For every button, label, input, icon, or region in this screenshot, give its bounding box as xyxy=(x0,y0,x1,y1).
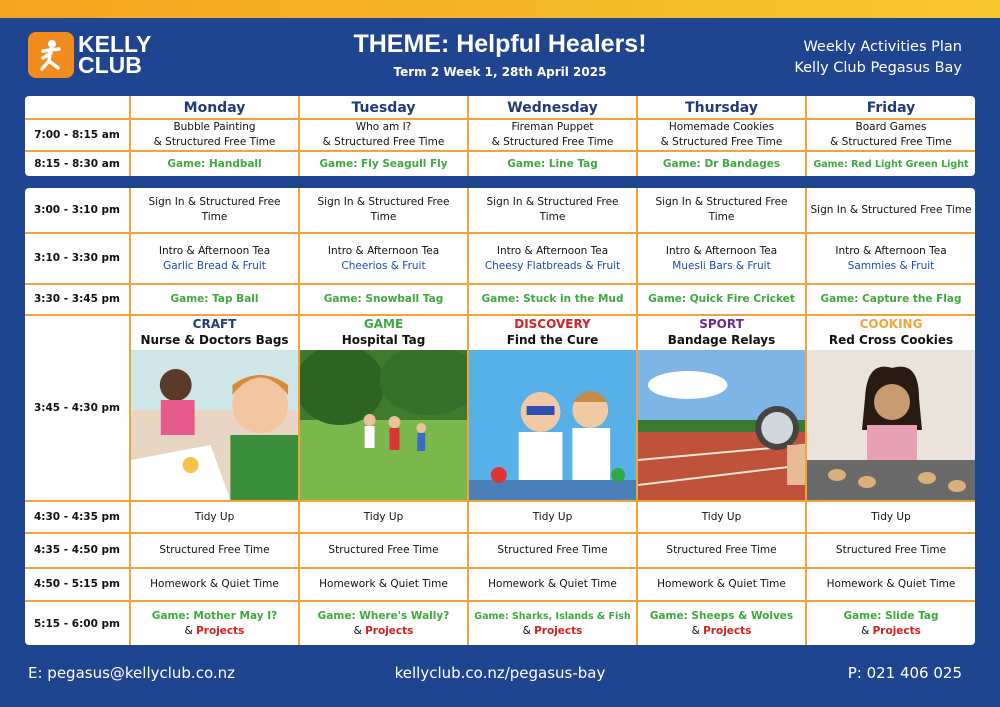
final-game-cell: Game: Sharks, Islands & Fish & Projects xyxy=(468,601,637,645)
footer-website[interactable]: kellyclub.co.nz/pegasus-bay xyxy=(394,664,606,682)
free-time-cell: Structured Free Time xyxy=(299,533,468,568)
top-accent-bar xyxy=(0,0,1000,18)
activity-title: Nurse & Doctors Bags xyxy=(140,333,289,347)
afternoon-game: Game: Stuck in the Mud xyxy=(468,284,637,315)
homework-cell: Homework & Quiet Time xyxy=(130,568,299,601)
time-slot: 4:30 - 4:35 pm xyxy=(25,501,130,533)
craft-photo xyxy=(131,350,298,500)
afternoon-game: Game: Capture the Flag xyxy=(806,284,975,315)
activity-category: CRAFT xyxy=(192,317,237,331)
discovery-photo xyxy=(469,350,636,500)
time-slot: 7:00 - 8:15 am xyxy=(25,119,130,151)
sport-photo xyxy=(638,350,805,500)
projects-label: Projects xyxy=(534,625,583,637)
time-slot: 4:35 - 4:50 pm xyxy=(25,533,130,568)
activity-category: GAME xyxy=(363,317,404,331)
day-header: Monday xyxy=(130,96,299,119)
homework-cell: Homework & Quiet Time xyxy=(468,568,637,601)
homework-cell: Homework & Quiet Time xyxy=(806,568,975,601)
day-header: Thursday xyxy=(637,96,806,119)
time-slot: 3:10 - 3:30 pm xyxy=(25,233,130,284)
free-time-cell: Structured Free Time xyxy=(806,533,975,568)
activity-cell-sport xyxy=(637,315,806,501)
morning-game: Game: Handball xyxy=(130,151,299,176)
page-title: THEME: Helpful Healers! xyxy=(353,30,647,58)
tea-cell: Intro & Afternoon Tea Cheesy Flatbreads & Fruit xyxy=(468,233,637,284)
tea-food: Cheesy Flatbreads & Fruit xyxy=(484,259,621,272)
plan-label: Weekly Activities Plan xyxy=(803,39,962,55)
time-slot: 3:45 - 4:30 pm xyxy=(25,315,130,501)
final-game: Game: Mother May I? xyxy=(151,610,278,622)
signin-cell: Sign In & Structured Free Time xyxy=(130,188,299,233)
afternoon-game: Game: Snowball Tag xyxy=(299,284,468,315)
tea-food: Sammies & Fruit xyxy=(847,259,935,272)
signin-cell: Sign In & Structured Free Time xyxy=(806,188,975,233)
morning-activity: Fireman Puppet & Structured Free Time xyxy=(468,119,637,151)
activity-cell-game xyxy=(299,315,468,501)
day-header: Friday xyxy=(806,96,975,119)
signin-cell: Sign In & Structured Free Time xyxy=(299,188,468,233)
time-slot: 4:50 - 5:15 pm xyxy=(25,568,130,601)
footer-phone[interactable]: P: 021 406 025 xyxy=(847,664,962,682)
tea-cell: Intro & Afternoon Tea Garlic Bread & Fruit xyxy=(130,233,299,284)
activity-category: COOKING xyxy=(859,317,923,331)
afternoon-game: Game: Quick Fire Cricket xyxy=(637,284,806,315)
projects-label: Projects xyxy=(872,625,921,637)
page-subtitle: Term 2 Week 1, 28th April 2025 xyxy=(393,65,607,79)
logo-text-club: CLUB xyxy=(78,52,142,78)
final-game: Game: Sheeps & Wolves xyxy=(649,610,794,622)
morning-activity: Homemade Cookies & Structured Free Time xyxy=(637,119,806,151)
morning-schedule xyxy=(25,96,975,176)
day-header: Tuesday xyxy=(299,96,468,119)
morning-game: Game: Line Tag xyxy=(468,151,637,176)
morning-game: Game: Dr Bandages xyxy=(637,151,806,176)
club-location: Kelly Club Pegasus Bay xyxy=(794,60,962,76)
tea-food: Garlic Bread & Fruit xyxy=(163,259,266,272)
final-game: Game: Where's Wally? xyxy=(317,610,450,622)
footer-email[interactable]: E: pegasus@kellyclub.co.nz xyxy=(28,664,236,682)
morning-activity: Board Games & Structured Free Time xyxy=(806,119,975,151)
activity-title: Find the Cure xyxy=(506,333,599,347)
free-time-cell: Structured Free Time xyxy=(468,533,637,568)
afternoon-schedule xyxy=(25,188,975,645)
signin-cell: Sign In & Structured Free Time xyxy=(468,188,637,233)
time-slot: 8:15 - 8:30 am xyxy=(25,151,130,176)
logo-figure-icon xyxy=(28,32,74,78)
projects-label: Projects xyxy=(703,625,752,637)
day-header: Wednesday xyxy=(468,96,637,119)
free-time-cell: Structured Free Time xyxy=(130,533,299,568)
corner-cell xyxy=(25,96,130,119)
time-slot: 3:00 - 3:10 pm xyxy=(25,188,130,233)
free-time-cell: Structured Free Time xyxy=(637,533,806,568)
time-slot: 3:30 - 3:45 pm xyxy=(25,284,130,315)
cooking-photo xyxy=(807,350,975,500)
kelly-club-logo xyxy=(28,32,151,78)
afternoon-game: Game: Tap Ball xyxy=(130,284,299,315)
tidy-cell: Tidy Up xyxy=(468,501,637,533)
activity-title: Hospital Tag xyxy=(341,333,426,347)
activity-title: Bandage Relays xyxy=(667,333,776,347)
final-game-cell: Game: Slide Tag & Projects xyxy=(806,601,975,645)
final-game: Game: Sharks, Islands & Fish xyxy=(474,611,631,622)
tidy-cell: Tidy Up xyxy=(806,501,975,533)
game-photo xyxy=(300,350,467,500)
tea-cell: Intro & Afternoon Tea Sammies & Fruit xyxy=(806,233,975,284)
tidy-cell: Tidy Up xyxy=(299,501,468,533)
activity-cell-craft xyxy=(130,315,299,501)
tea-food: Muesli Bars & Fruit xyxy=(672,259,771,272)
homework-cell: Homework & Quiet Time xyxy=(299,568,468,601)
morning-activity: Bubble Painting & Structured Free Time xyxy=(130,119,299,151)
tea-food: Cheerios & Fruit xyxy=(341,259,426,272)
morning-game: Game: Red Light Green Light xyxy=(813,158,969,170)
tea-cell: Intro & Afternoon Tea Muesli Bars & Fruit xyxy=(637,233,806,284)
activity-cell-discovery xyxy=(468,315,637,501)
final-game: Game: Slide Tag xyxy=(843,610,939,622)
signin-cell: Sign In & Structured Free Time xyxy=(637,188,806,233)
final-game-cell: Game: Sheeps & Wolves & Projects xyxy=(637,601,806,645)
morning-game: Game: Fly Seagull Fly xyxy=(299,151,468,176)
activity-category: SPORT xyxy=(699,317,744,331)
final-game-cell: Game: Mother May I? & Projects xyxy=(130,601,299,645)
projects-label: Projects xyxy=(196,625,245,637)
time-slot: 5:15 - 6:00 pm xyxy=(25,601,130,645)
tidy-cell: Tidy Up xyxy=(637,501,806,533)
logo-text-kelly: KELLY xyxy=(78,31,152,57)
tidy-cell: Tidy Up xyxy=(130,501,299,533)
morning-activity: Who am I? & Structured Free Time xyxy=(299,119,468,151)
final-game-cell: Game: Where's Wally? & Projects xyxy=(299,601,468,645)
homework-cell: Homework & Quiet Time xyxy=(637,568,806,601)
activity-category: DISCOVERY xyxy=(514,317,591,331)
projects-label: Projects xyxy=(365,625,414,637)
tea-cell: Intro & Afternoon Tea Cheerios & Fruit xyxy=(299,233,468,284)
activity-cell-cooking xyxy=(806,315,975,501)
activity-title: Red Cross Cookies xyxy=(828,333,954,347)
